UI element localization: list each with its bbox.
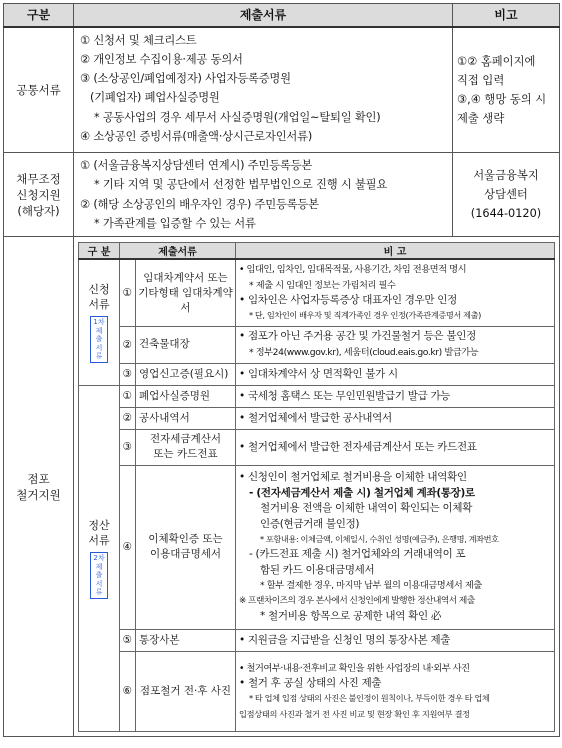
common-note — [453, 27, 560, 153]
apply-row — [79, 259, 555, 326]
settle-note-work-statement — [236, 407, 555, 429]
debt-note-line: (1644-0120) — [470, 207, 542, 221]
note-line: 입점상태의 사진과 철거 전 사진 비교 및 현장 확인 후 지원여부 결정 — [239, 708, 470, 719]
apply-stage-label — [79, 259, 120, 385]
item-number: ④ — [120, 465, 136, 629]
debt-doc-line: ② (해당 소상공인의 배우자인 경우) 주민등록등본 — [80, 197, 319, 211]
doc-line: 전자세금계산서 — [150, 433, 222, 446]
category-line: 철거지원 — [16, 487, 61, 502]
settle-doc-closure-cert: 폐업사실증명원 — [136, 385, 236, 407]
item-number: ⑥ — [120, 651, 136, 731]
note-line: ※ 프랜차이즈의 경우 본사에서 신청인에게 발행한 정산내역서 제출 — [239, 595, 475, 606]
note-line: * 제출 시 임대인 정보는 가림처리 필수 — [249, 279, 396, 291]
note-line: • 철거여부·내용·전후비교 확인을 위한 사업장의 내·외부 사진 — [239, 662, 470, 674]
stage-label-line: 정산 — [88, 519, 110, 533]
apply-note-business-report — [236, 363, 555, 385]
settle-row — [79, 629, 555, 651]
note-line: 함된 카드 이용대금명세서 — [260, 563, 375, 576]
settle-doc-transfer-cert — [136, 465, 236, 629]
debt-doc-line: * 기타 지역 및 공단에서 선정한 법무법인으로 진행 시 불필요 — [94, 178, 388, 192]
note-line: 인증(현금거래 불인정) — [260, 517, 360, 530]
item-number: ③ — [120, 363, 136, 385]
stage-label-line: 서류 — [88, 298, 110, 312]
settle-row — [79, 407, 555, 429]
header-row — [4, 4, 560, 27]
badge-line: 서류 — [95, 343, 103, 361]
note-line: • 점포가 아닌 주거용 공간 및 가건물철거 등은 불인정 — [239, 330, 476, 343]
category-store-closure — [4, 237, 74, 737]
debt-note-line: 서울금융복지 — [473, 169, 539, 183]
settle-doc-bankbook: 통장사본 — [136, 629, 236, 651]
category-debt-adjustment — [4, 153, 74, 237]
note-line: • 국세청 홈택스 또는 무인민원발급기 발급 가능 — [239, 389, 451, 402]
item-number: ⑤ — [120, 629, 136, 651]
note-line: * 단, 임차인이 배우자 및 직계가족인 경우 인정(가족관계증명서 제출) — [249, 310, 481, 321]
apply-row — [79, 363, 555, 385]
first-submission-badge — [90, 316, 108, 363]
apply-doc-building: 건축물대장 — [136, 326, 236, 363]
item-number: ① — [120, 385, 136, 407]
second-submission-badge — [90, 552, 108, 599]
settle-note-photos — [236, 651, 555, 731]
document-requirements-table — [3, 3, 560, 737]
debt-note — [453, 153, 560, 237]
debt-doc-line: * 가족관계를 입증할 수 있는 서류 — [94, 216, 256, 230]
settle-note-tax-invoice — [236, 429, 555, 465]
inner-header-documents: 제출서류 — [120, 243, 236, 260]
closure-inner-table — [78, 242, 555, 732]
common-note-line: ③,④ 행망 동의 시 — [457, 92, 547, 106]
doc-line: 기타형태 임대차계약서 — [138, 286, 233, 314]
common-note-line: 직접 입력 — [457, 73, 505, 87]
badge-line: 1차 — [93, 318, 105, 327]
stage-label-line: 신청 — [88, 283, 110, 297]
note-line: • 임차인은 사업자등록증상 대표자인 경우만 인정 — [239, 294, 457, 306]
badge-line: 제출 — [95, 562, 103, 580]
apply-note-building — [236, 326, 555, 363]
apply-doc-business-report: 영업신고증(필요시) — [136, 363, 236, 385]
closure-detail-cell — [74, 237, 560, 737]
settle-stage-label — [79, 385, 120, 731]
debt-documents-list — [74, 153, 453, 237]
note-line: * 포함내용: 이체금액, 이체일시, 수취인 성명(예금주), 은행명, 계좌번호 — [260, 533, 499, 544]
debt-note-line: 상담센터 — [484, 188, 528, 202]
settle-note-bankbook — [236, 629, 555, 651]
settle-doc-tax-invoice — [136, 429, 236, 465]
settle-doc-photos: 점포철거 전·후 사진 — [136, 651, 236, 731]
note-line: • 철거업체에서 발급한 전자세금계산서 또는 카드전표 — [239, 440, 477, 453]
doc-line: 이체확인증 또는 — [148, 533, 223, 546]
note-line: * 타 업체 입점 상태의 사진은 불인정이 원칙이나, 부득이한 경우 타 업체 — [249, 693, 490, 704]
apply-note-lease — [236, 259, 555, 326]
item-number: ① — [120, 259, 136, 326]
settle-row — [79, 429, 555, 465]
common-doc-line: ③ (소상공인/폐업예정자) 사업자등록증명원 — [80, 72, 291, 86]
note-line: - (전자세금계산서 제출 시) 철거업체 계좌(통장)로 — [249, 486, 475, 499]
header-note: 비고 — [453, 4, 560, 27]
common-note-line: 제출 생략 — [457, 111, 505, 125]
settle-row — [79, 465, 555, 629]
badge-line: 제출 — [95, 326, 103, 344]
note-line: * 철거비용 항목으로 공제한 내역 확인 必 — [260, 609, 442, 622]
apply-row — [79, 326, 555, 363]
common-doc-line: ④ 소상공인 증빙서류(매출액·상시근로자인서류) — [80, 129, 313, 143]
doc-line: 이용대금명세서 — [150, 548, 222, 561]
apply-doc-lease — [136, 259, 236, 326]
inner-header-row — [79, 243, 555, 260]
doc-line: 임대차계약서 또는 — [143, 271, 228, 284]
item-number: ③ — [120, 429, 136, 465]
common-doc-line: ② 개인정보 수집이용·제공 동의서 — [80, 52, 243, 66]
row-debt-adjustment — [4, 153, 560, 237]
note-line: * 정부24(www.gov.kr), 세움터(cloud.eais.go.kr) 발급가능 — [249, 346, 479, 358]
note-line: • 철거 후 공실 상태의 사진 제출 — [239, 676, 382, 689]
badge-line: 2차 — [93, 554, 105, 563]
settle-note-transfer-cert — [236, 465, 555, 629]
settle-row — [79, 651, 555, 731]
item-number: ② — [120, 326, 136, 363]
badge-line: 서류 — [95, 579, 103, 597]
row-common — [4, 27, 560, 153]
common-note-line: ①② 홈페이지에 — [457, 54, 536, 68]
category-common: 공통서류 — [4, 27, 74, 153]
debt-doc-line: ① (서울금융복지상담센터 연계시) 주민등록등본 — [80, 159, 313, 172]
category-line: (해당자) — [17, 203, 60, 218]
row-store-closure — [4, 237, 560, 737]
category-line: 채무조정 — [16, 171, 61, 186]
category-line: 신청지원 — [16, 187, 61, 202]
common-doc-line: * 공동사업의 경우 세무서 사실증명원(개업일~탈퇴일 확인) — [94, 110, 381, 124]
note-line: - (카드전표 제출 시) 철거업체와의 거래내역이 포 — [249, 548, 466, 561]
header-documents: 제출서류 — [74, 4, 453, 27]
doc-line: 또는 카드전표 — [153, 448, 218, 461]
settle-doc-work-statement: 공사내역서 — [136, 407, 236, 429]
settle-note-closure-cert — [236, 385, 555, 407]
common-doc-line: ① 신청서 및 체크리스트 — [80, 33, 197, 47]
common-documents-list — [74, 27, 453, 153]
category-line: 점포 — [27, 471, 50, 486]
note-line: • 임대인, 임차인, 임대목적물, 사용기간, 차임 전용면적 명시 — [239, 264, 467, 276]
note-line: 철거비용 전액을 이체한 내역이 확인되는 이체확 — [260, 502, 473, 515]
inner-header-category: 구 분 — [79, 243, 120, 260]
item-number: ② — [120, 407, 136, 429]
header-category: 구분 — [4, 4, 74, 27]
common-doc-line: (기폐업자) 폐업사실증명원 — [90, 91, 220, 105]
note-line: • 지원금을 지급받을 신청인 명의 통장사본 제출 — [239, 633, 451, 646]
stage-label-line: 서류 — [88, 534, 110, 548]
note-line: • 신청인이 철거업체로 철거비용을 이체한 내역확인 — [239, 471, 467, 484]
note-line: * 할부 결제한 경우, 마지막 납부 월의 이용대금명세서 제출 — [260, 580, 482, 592]
settle-row — [79, 385, 555, 407]
inner-header-note: 비 고 — [236, 243, 555, 260]
note-line: • 임대차계약서 상 면적확인 불가 시 — [239, 367, 398, 380]
note-line: • 철거업체에서 발급한 공사내역서 — [239, 411, 392, 424]
